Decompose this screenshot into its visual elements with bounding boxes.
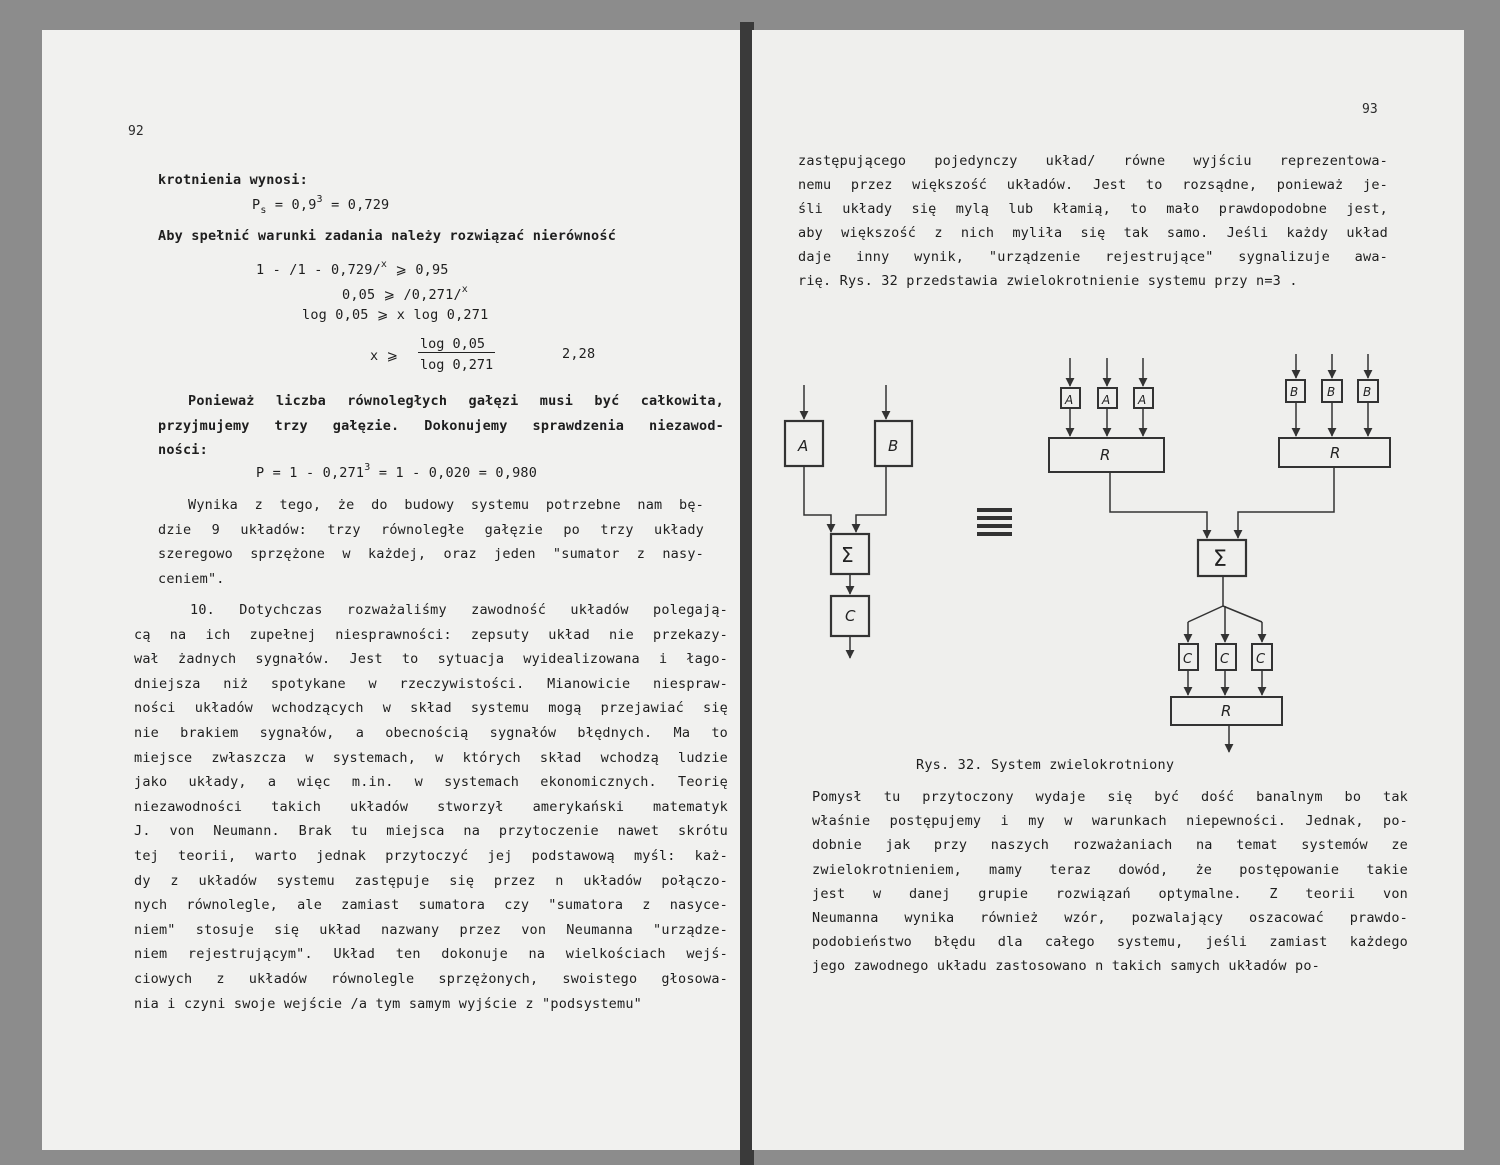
text-line: miejsce zwłaszcza w systemach, w których skład wchodzą ludzie: [134, 749, 728, 766]
text-line: dy z układów systemu zastępuje się przez n układów połączo-: [134, 872, 728, 889]
left-page: [42, 30, 742, 1150]
label-sigma-right: Σ: [1213, 547, 1227, 572]
text-line: nia i czyni swoje wejście /a tym samym wyjście z "podsystemu": [134, 995, 642, 1012]
text-line: rię. Rys. 32 przedstawia zwielokrotnienie systemu przy n=3 .: [798, 273, 1298, 289]
text-line: nych równolegle, ale zamiast sumatora czy "sumatora z nasyce-: [134, 897, 728, 914]
label-a: A: [798, 437, 809, 455]
text-line: Pomysł tu przytoczony wydaje się być dość banalnym bo tak: [812, 789, 1408, 805]
text-line: dobnie jak przy naszych rozważaniach na temat systemów ze: [812, 837, 1408, 854]
text-line: J. von Neumann. Brak tu miejsca na przytoczenie nawet skrótu: [134, 823, 728, 840]
text-line: niem rejestrującym". Układ ten dokonuje na wielkościach wejś-: [134, 946, 728, 963]
inequality-line-1: [256, 259, 449, 278]
text-line: Ponieważ liczba równoległych gałęzi musi być całkowita,: [188, 393, 724, 409]
inequality-line-2: [342, 284, 468, 303]
inequality-value: 2,28: [562, 346, 596, 362]
fraction: [418, 336, 495, 373]
text-line: daje inny wynik, "urządzenie rejestrujące" sygnalizuje awa-: [798, 249, 1388, 265]
text-line: niem" stosuje się układ nazwany przez von Neumanna "urządze-: [134, 921, 728, 938]
figure-32: [752, 320, 1464, 790]
page-number-right: 93: [1362, 102, 1378, 117]
text-line: jest w danej grupie rozwiązań optymalne. Z teorii von: [812, 885, 1408, 902]
label-b: B: [888, 437, 899, 455]
text-line: jako układy, a więc m.in. w systemach ekonomicznych. Teorię: [134, 774, 728, 791]
text-line: Neumanna wynika również wzór, pozwalający oszacować prawdo-: [812, 910, 1408, 926]
text-line: ności układów wchodzących w skład systemu mogą przejawiać się: [134, 700, 728, 717]
label-sigma-left: Σ: [841, 543, 854, 567]
equivalence-sign: [977, 510, 1012, 534]
fraction-denominator: log 0,271: [420, 357, 494, 373]
text-line: szeregowo sprzężone w każdej, oraz jeden "sumator z nasy-: [158, 546, 704, 562]
text-line: przyjmujemy trzy gałęzie. Dokonujemy sprawdzenia niezawod-: [158, 417, 724, 434]
label-b-2: B: [1327, 385, 1336, 399]
p-b: = 1 - 0,020 = 0,980: [370, 465, 538, 481]
label-r-out: R: [1221, 702, 1232, 720]
text-line: jego zawodnego układu zastosowano n takich samych układów po-: [812, 958, 1320, 975]
text-line: dzie 9 układów: trzy równoległe gałęzie po trzy układy: [158, 521, 704, 538]
text-line: ności:: [158, 442, 208, 458]
p-a: P = 1 - 0,271: [256, 465, 365, 481]
text-line: zwielokrotnieniem, mamy teraz dowód, że postępowanie takie: [812, 861, 1408, 878]
inequality-line-3: log 0,05 ⩾ x log 0,271: [302, 307, 489, 323]
ineq1-b: ⩾ 0,95: [387, 262, 449, 278]
label-b-1: B: [1290, 385, 1299, 399]
figure-caption: Rys. 32. System zwielokrotniony: [916, 757, 1175, 773]
label-r-a: R: [1100, 446, 1111, 464]
equation-p: [256, 462, 537, 481]
ps-lhs: P: [252, 197, 261, 213]
text-line: ciowych z układów równolegle sprzężonych, swoistego głosowa-: [134, 971, 728, 987]
label-r-b: R: [1330, 444, 1341, 462]
text-line: cą na ich zupełnej niesprawności: zepsuty układ nie przekazy-: [134, 626, 728, 643]
page-number-left: 92: [128, 124, 144, 139]
label-a-2: A: [1102, 393, 1111, 407]
condition-line: Aby spełnić warunki zadania należy rozwiązać nierówność: [158, 228, 617, 244]
text-line: nie brakiem sygnałów, a obecnością sygnałów błędnych. Ma to: [134, 725, 728, 741]
text-line: śli układy się mylą lub kłamią, to mało prawdopodobne jest,: [798, 201, 1388, 217]
text-line: nemu przez większość układów. Jest to rozsądne, ponieważ je-: [798, 177, 1388, 193]
ps-sup: 3: [316, 194, 323, 205]
ineq2-a: 0,05 ⩾ /0,271/: [342, 287, 462, 303]
intro-line: krotnienia wynosi:: [158, 172, 308, 188]
right-page: [752, 30, 1464, 1150]
ineq1-a: 1 - /1 - 0,729/: [256, 262, 381, 278]
text-line: podobieństwo błędu dla całego systemu, jeśli zamiast każdego: [812, 934, 1408, 951]
inequality-x: x ⩾: [370, 348, 399, 364]
equation-ps: [252, 194, 389, 216]
label-b-3: B: [1363, 385, 1372, 399]
label-c-1: C: [1183, 652, 1193, 667]
ps-sub: s: [260, 205, 267, 216]
text-line: właśnie postępujemy i my w warunkach niepewności. Jednak, po-: [812, 813, 1408, 830]
label-c-left: C: [845, 607, 856, 625]
p-sup: 3: [364, 462, 371, 473]
ps-rhs: = 0,729: [322, 197, 390, 213]
ineq1-sup: x: [380, 259, 388, 270]
text-line: zastępującego pojedynczy układ/ równe wyjściu reprezentowa-: [798, 153, 1388, 169]
text-line: aby większość z nich myliła się tak samo. Jeśli każdy układ: [798, 225, 1388, 241]
text-line: dniejsza niż spotykane w rzeczywistości. Mianowicie niespraw-: [134, 675, 728, 692]
text-line: wał żadnych sygnałów. Jest to sytuacja wyidealizowana i łago-: [134, 651, 728, 668]
text-line: niezawodności takich układów stworzył amerykański matematyk: [134, 798, 728, 815]
text-line: ceniem".: [158, 570, 225, 587]
ps-mid: = 0,9: [266, 197, 317, 213]
fraction-numerator: log 0,05: [418, 336, 495, 353]
label-a-1: A: [1065, 393, 1074, 407]
label-c-2: C: [1220, 652, 1230, 667]
label-a-3: A: [1138, 393, 1147, 407]
text-line: Wynika z tego, że do budowy systemu potrzebne nam bę-: [188, 497, 704, 513]
label-c-3: C: [1256, 652, 1266, 667]
ineq2-sup: x: [461, 284, 469, 295]
text-line: 10. Dotychczas rozważaliśmy zawodność układów polegają-: [190, 602, 728, 618]
text-line: tej teorii, warto jednak przytoczyć jej podstawową myśl: każ-: [134, 848, 728, 864]
